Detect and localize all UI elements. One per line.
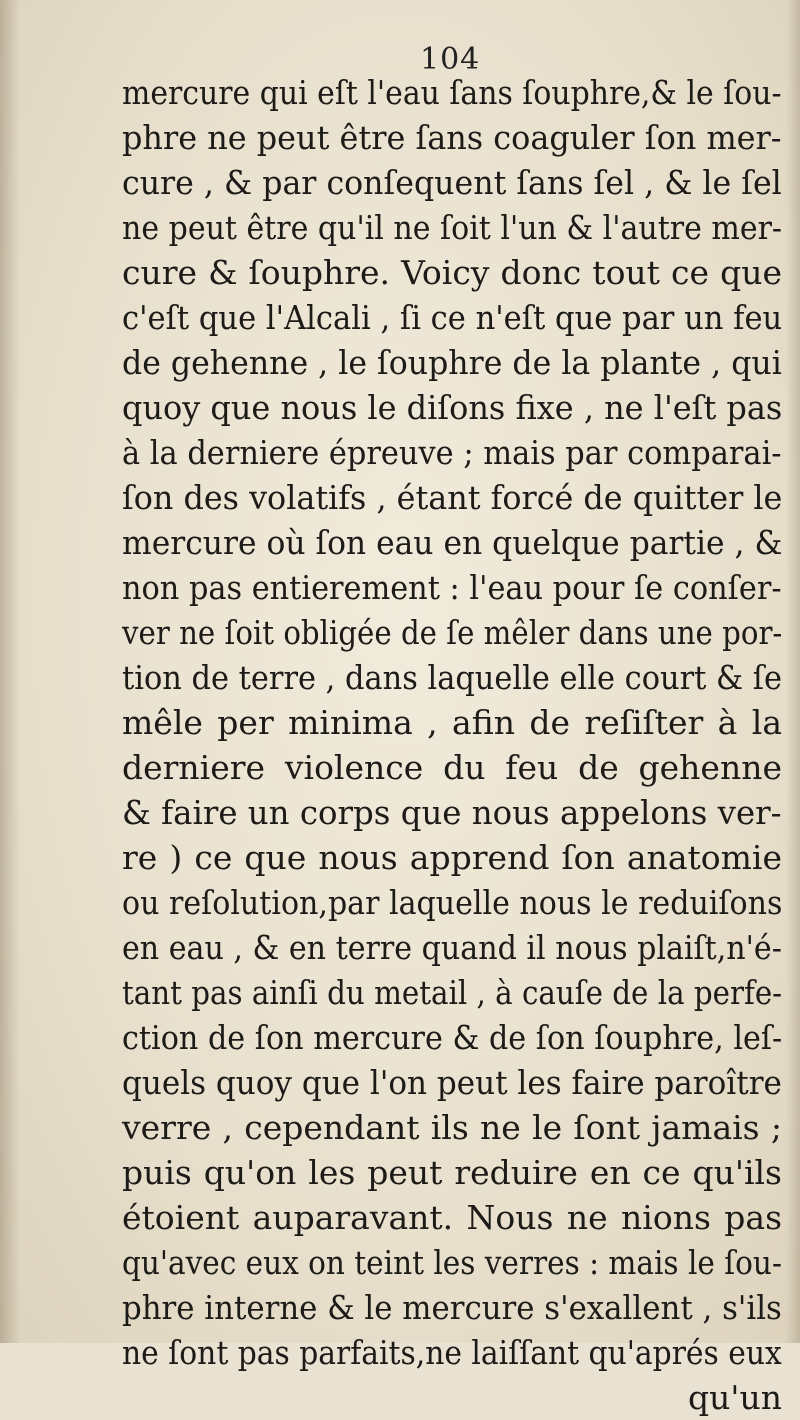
text-line: mêle per minima , afin de reſiſter à la <box>122 703 782 742</box>
text-line: qu'avec eux on teint les verres : mais le ſou- <box>122 1243 782 1282</box>
text-line: ction de ſon mercure & de ſon ſouphre, leſ- <box>122 1018 783 1057</box>
text-line: c'eſt que l'Alcali , ſi ce n'eſt que par un feu <box>122 298 783 337</box>
page-number: 104 <box>420 42 481 77</box>
text-line: mercure où ſon eau en quelque partie , & <box>122 523 783 562</box>
text-line: derniere violence du feu de gehenne <box>122 748 782 787</box>
text-line: ver ne ſoit obligée de ſe mêler dans une por- <box>122 613 783 652</box>
text-line: ou reſolution,par laquelle nous le reduiſons <box>122 883 783 922</box>
text-line: & faire un corps que nous appelons ver- <box>122 793 782 832</box>
text-line: re ) ce que nous apprend ſon anatomie <box>122 838 782 877</box>
text-line: étoient auparavant. Nous ne nions pas <box>122 1198 782 1237</box>
text-line: à la derniere épreuve ; mais par comparai- <box>122 433 782 472</box>
text-line: mercure qui eſt l'eau ſans ſouphre,& le ſou- <box>122 73 782 112</box>
text-line: quoy que nous le diſons fixe , ne l'eſt pas <box>122 388 783 427</box>
text-line: de gehenne , le ſouphre de la plante , qui <box>122 343 782 382</box>
text-line: ne peut être qu'il ne ſoit l'un & l'autre mer- <box>122 208 783 247</box>
text-line: tant pas ainſi du metail , à cauſe de la perfe- <box>122 973 783 1012</box>
text-line: ſon des volatifs , étant forcé de quitter le <box>122 478 783 517</box>
text-line: en eau , & en terre quand il nous plaiſt,n'é- <box>122 928 782 967</box>
body-text <box>122 70 782 1420</box>
text-line: cure , & par conſequent ſans ſel , & le ſel <box>122 163 782 202</box>
text-line: phre interne & le mercure s'exallent , s'ils <box>122 1288 782 1327</box>
text-line: puis qu'on les peut reduire en ce qu'ils <box>122 1153 782 1192</box>
page-edge-shadow <box>786 0 800 1343</box>
catchword: qu'un <box>688 1378 782 1417</box>
text-line: ne ſont pas parfaits,ne laiſſant qu'aprés eux <box>122 1333 782 1372</box>
text-line: verre , cependant ils ne le ſont jamais ; <box>122 1108 782 1147</box>
text-line: cure & ſouphre. Voicy donc tout ce que <box>122 253 782 292</box>
text-line: phre ne peut être ſans coaguler ſon mer- <box>122 118 782 157</box>
gutter-shadow <box>0 0 20 1343</box>
text-line: tion de terre , dans laquelle elle court & ſe <box>122 658 783 697</box>
text-line: quels quoy que l'on peut les faire paroître <box>122 1063 782 1102</box>
text-line: non pas entierement : l'eau pour ſe conſer- <box>122 568 782 607</box>
